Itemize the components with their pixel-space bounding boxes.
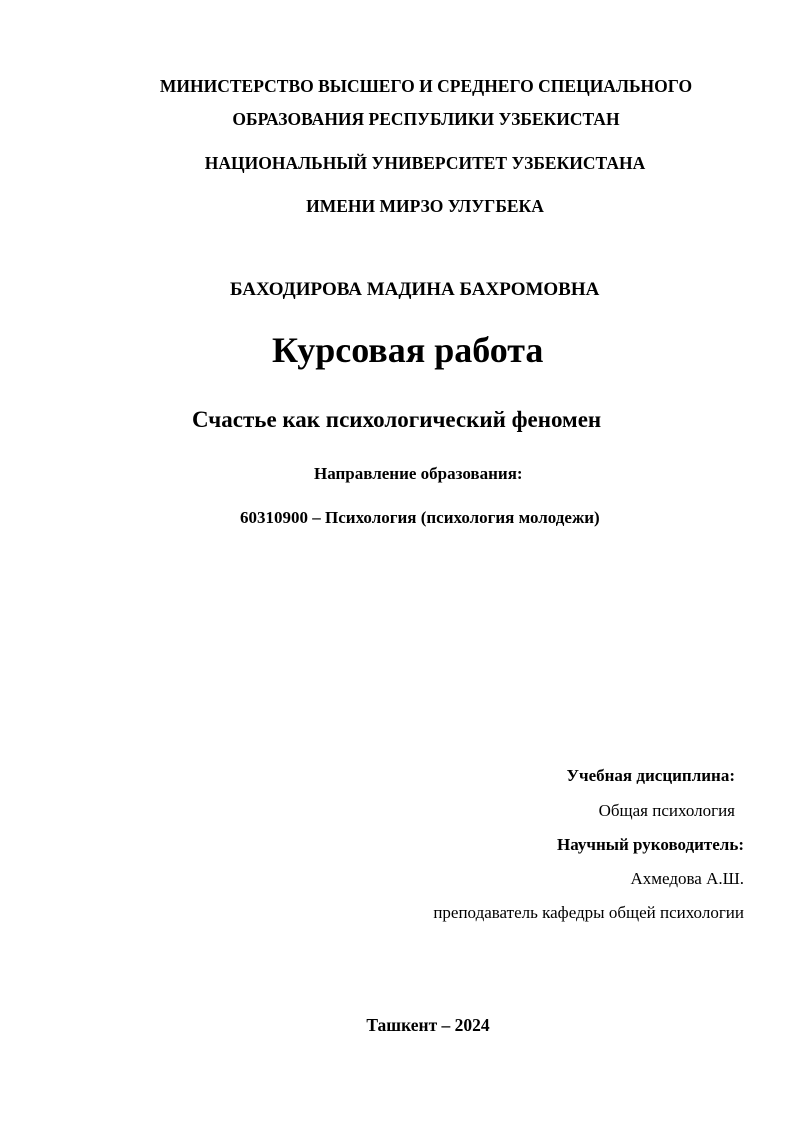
city-year: Ташкент – 2024 (366, 1015, 490, 1035)
supervisor-name: Ахмедова А.Ш. (630, 869, 744, 888)
supervisor-label: Научный руководитель: (557, 835, 744, 854)
discipline-label: Учебная дисциплина: (566, 766, 735, 785)
topic-title: Счастье как психологический феномен (192, 407, 602, 432)
supervisor-position: преподаватель кафедры общей психологии (433, 903, 744, 922)
direction-value: 60310900 – Психология (психология молодежи) (240, 508, 600, 527)
discipline-value: Общая психология (598, 801, 735, 820)
direction-label: Направление образования: (314, 464, 523, 483)
ministry-line-1: МИНИСТЕРСТВО ВЫСШЕГО И СРЕДНЕГО СПЕЦИАЛЬНОГО (159, 76, 693, 96)
university-line-1: НАЦИОНАЛЬНЫЙ УНИВЕРСИТЕТ УЗБЕКИСТАНА (204, 153, 646, 173)
author-name: БАХОДИРОВА МАДИНА БАХРОМОВНА (230, 279, 600, 300)
document-type-title: Курсовая работа (272, 330, 544, 370)
ministry-line-2: ОБРАЗОВАНИЯ РЕСПУБЛИКИ УЗБЕКИСТАН (232, 109, 620, 129)
university-line-2: ИМЕНИ МИРЗО УЛУГБЕКА (306, 196, 544, 216)
